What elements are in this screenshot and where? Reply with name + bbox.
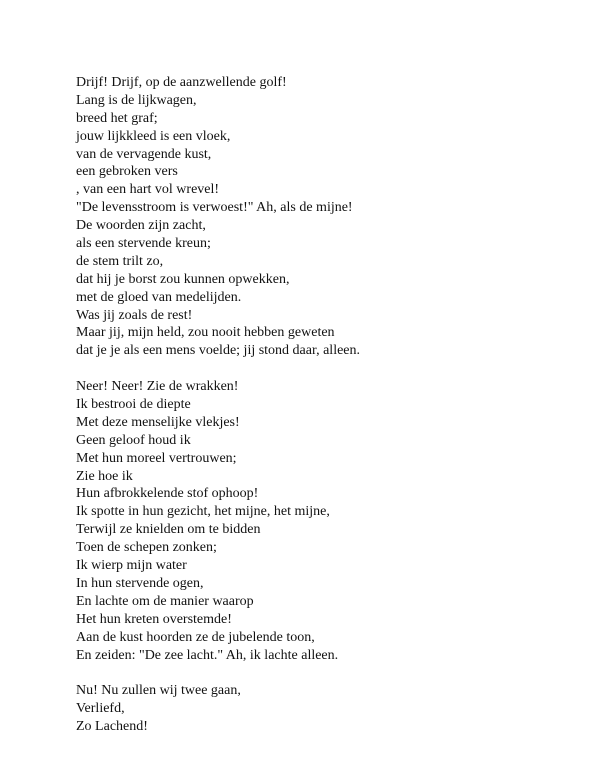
poem-line: dat je je als een mens voelde; jij stond daar, alleen. [76, 343, 361, 359]
poem-line: dat hij je borst zou kunnen opwekken, [76, 271, 290, 287]
poem-line: Ik bestrooi de diepte [76, 397, 191, 413]
poem-line: Lang is de lijkwagen, [76, 92, 197, 108]
poem-stanza [76, 378, 576, 664]
poem-text [76, 74, 576, 736]
poem-line: Aan de kust hoorden ze de jubelende toon, [76, 629, 315, 645]
poem-stanza [76, 74, 576, 360]
poem-line: Geen geloof houd ik [76, 432, 191, 448]
poem-line: Verliefd, [76, 701, 125, 717]
poem-line: Met deze menselijke vlekjes! [76, 414, 240, 430]
poem-line: de stem trilt zo, [76, 253, 164, 269]
poem-line: En lachte om de manier waarop [76, 593, 254, 609]
poem-line: Was jij zoals de rest! [76, 307, 193, 323]
poem-line: Zo Lachend! [76, 719, 148, 735]
poem-line: Ik wierp mijn water [76, 558, 187, 574]
poem-line: van de vervagende kust, [76, 146, 212, 162]
poem-line: jouw lijkkleed is een vloek, [76, 128, 231, 144]
poem-line: met de gloed van medelijden. [76, 289, 242, 305]
poem-line: Nu! Nu zullen wij twee gaan, [76, 683, 241, 699]
poem-line: En zeiden: "De zee lacht." Ah, ik lachte alleen. [76, 647, 339, 663]
poem-line: , van een hart vol wrevel! [76, 182, 220, 198]
poem-line: Met hun moreel vertrouwen; [76, 450, 237, 466]
poem-line: Maar jij, mijn held, zou nooit hebben geweten [76, 325, 335, 341]
poem-line: Zie hoe ik [76, 468, 133, 484]
poem-line: een gebroken vers [76, 164, 178, 180]
poem-line: Terwijl ze knielden om te bidden [76, 522, 261, 538]
poem-line: als een stervende kreun; [76, 236, 211, 252]
poem-line: Drijf! Drijf, op de aanzwellende golf! [76, 75, 287, 90]
poem-line: De woorden zijn zacht, [76, 218, 206, 234]
poem-line: Toen de schepen zonken; [76, 540, 217, 556]
poem-line: "De levensstroom is verwoest!" Ah, als de mijne! [76, 200, 353, 216]
poem-line: breed het graf; [76, 110, 158, 126]
poem-line: In hun stervende ogen, [76, 575, 204, 591]
poem-line: Het hun kreten overstemde! [76, 611, 232, 627]
poem-line: Ik spotte in hun gezicht, het mijne, het mijne, [76, 504, 330, 520]
poem-stanza [76, 682, 576, 736]
poem-line: Hun afbrokkelende stof ophoop! [76, 486, 259, 502]
poem-line: Neer! Neer! Zie de wrakken! [76, 379, 239, 395]
